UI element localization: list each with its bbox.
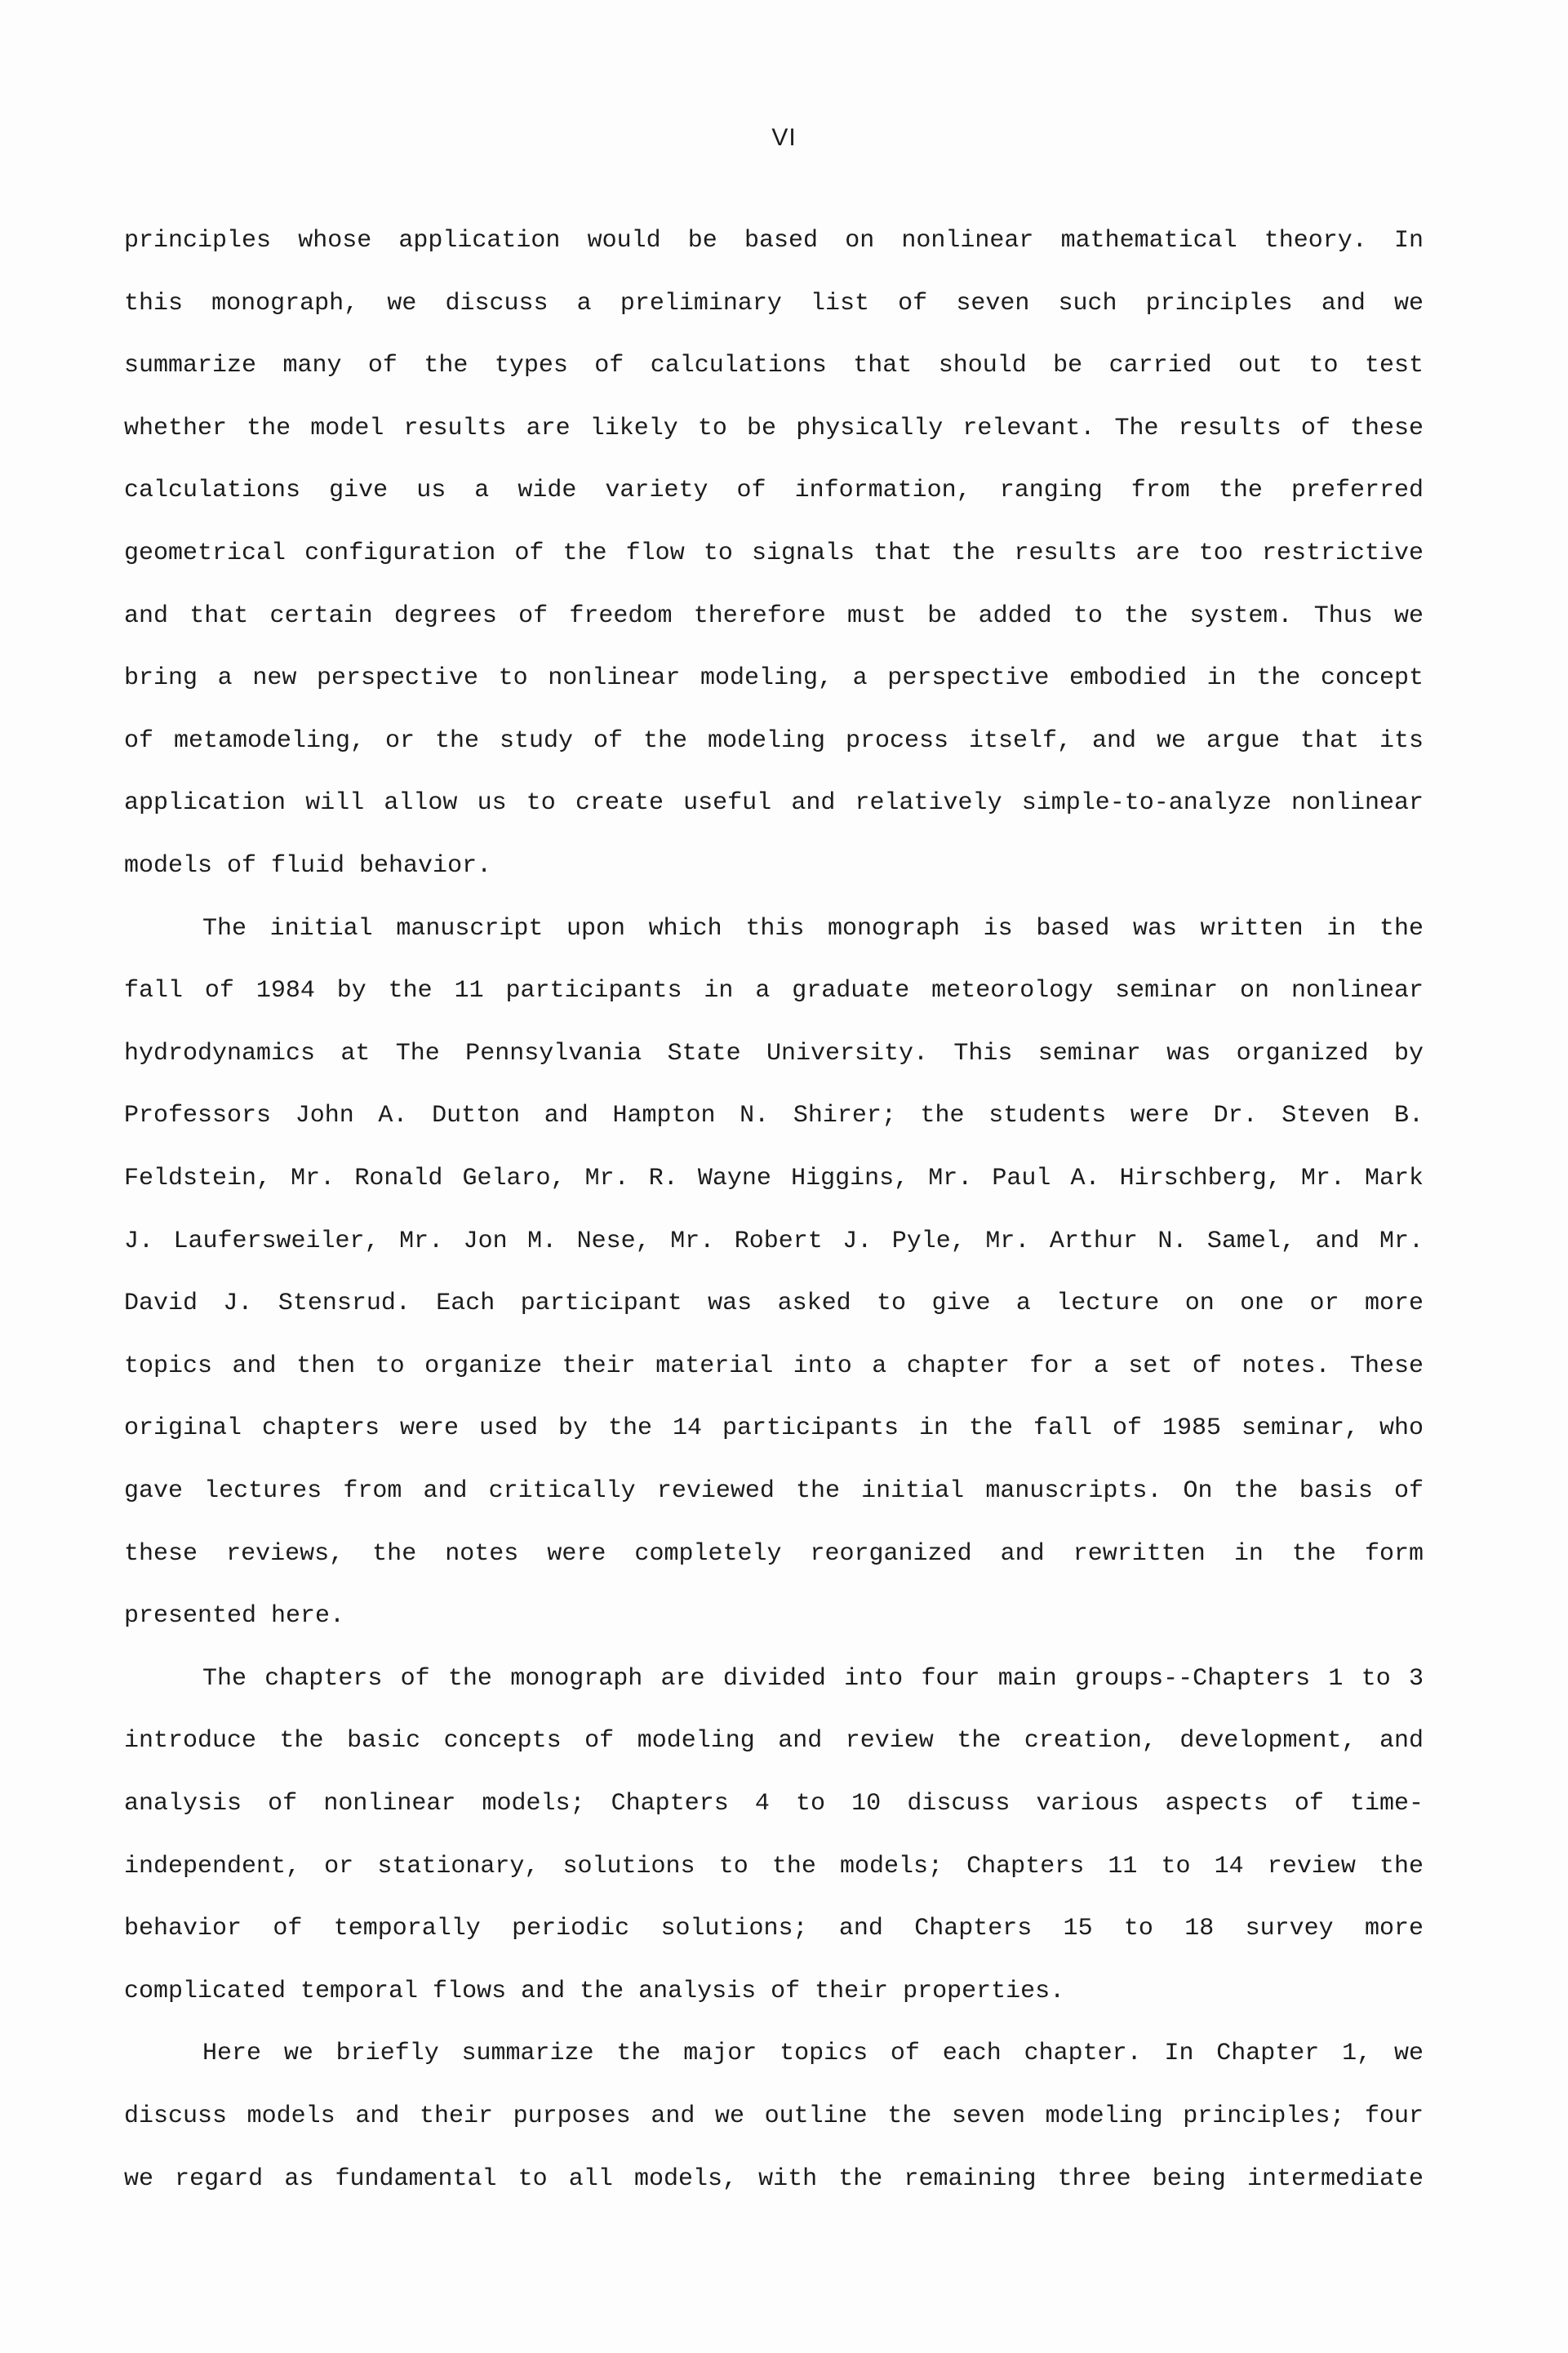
text-line: topics and then to organize their material into a chapter for a set of notes. These: [124, 1352, 1424, 1380]
page-number: VI: [771, 124, 797, 151]
text-line: of metamodeling, or the study of the modeling process itself, and we argue that its: [124, 727, 1424, 755]
text-line: this monograph, we discuss a preliminary list of seven such principles and we: [124, 290, 1424, 317]
text-line: David J. Stensrud. Each participant was asked to give a lecture on one or more: [124, 1290, 1424, 1317]
text-line: application will allow us to create useful and relatively simple-to-analyze nonlinear: [124, 789, 1424, 817]
text-line: summarize many of the types of calculations that should be carried out to test: [124, 352, 1424, 380]
text-line: Professors John A. Dutton and Hampton N. Shirer; the students were Dr. Steven B.: [124, 1102, 1424, 1130]
text-line: Feldstein, Mr. Ronald Gelaro, Mr. R. Wayne Higgins, Mr. Paul A. Hirschberg, Mr. Mark: [124, 1165, 1424, 1192]
text-line: Here we briefly summarize the major topics of each chapter. In Chapter 1, we: [202, 2040, 1424, 2067]
text-line: bring a new perspective to nonlinear modeling, a perspective embodied in the concept: [124, 664, 1424, 692]
text-line: presented here.: [124, 1602, 345, 1630]
text-line: original chapters were used by the 14 participants in the fall of 1985 seminar, who: [124, 1414, 1424, 1442]
text-line: and that certain degrees of freedom therefore must be added to the system. Thus we: [124, 602, 1424, 630]
text-line: these reviews, the notes were completely reorganized and rewritten in the form: [124, 1540, 1424, 1568]
text-line: The chapters of the monograph are divided into four main groups--Chapters 1 to 3: [202, 1665, 1424, 1693]
text-line: fall of 1984 by the 11 participants in a graduate meteorology seminar on nonlinear: [124, 977, 1424, 1005]
text-line: calculations give us a wide variety of information, ranging from the preferred: [124, 477, 1424, 504]
text-line: The initial manuscript upon which this monograph is based was written in the: [202, 915, 1424, 943]
text-line: discuss models and their purposes and we outline the seven modeling principles; four: [124, 2102, 1424, 2130]
text-line: introduce the basic concepts of modeling and review the creation, development, and: [124, 1727, 1424, 1755]
text-line: complicated temporal flows and the analysis of their properties.: [124, 1978, 1065, 2005]
text-line: independent, or stationary, solutions to the models; Chapters 11 to 14 review the: [124, 1853, 1424, 1880]
text-line: gave lectures from and critically reviewed the initial manuscripts. On the basis of: [124, 1477, 1424, 1505]
text-line: hydrodynamics at The Pennsylvania State University. This seminar was organized by: [124, 1040, 1424, 1068]
text-line: whether the model results are likely to be physically relevant. The results of these: [124, 415, 1424, 442]
text-line: J. Laufersweiler, Mr. Jon M. Nese, Mr. Robert J. Pyle, Mr. Arthur N. Samel, and Mr.: [124, 1228, 1424, 1255]
text-line: principles whose application would be based on nonlinear mathematical theory. In: [124, 227, 1424, 255]
text-line: analysis of nonlinear models; Chapters 4 to 10 discuss various aspects of time-: [124, 1790, 1424, 1818]
text-line: models of fluid behavior.: [124, 852, 492, 880]
text-line: we regard as fundamental to all models, with the remaining three being intermediate: [124, 2165, 1424, 2193]
text-line: geometrical configuration of the flow to signals that the results are too restrictive: [124, 539, 1424, 567]
text-line: behavior of temporally periodic solutions; and Chapters 15 to 18 survey more: [124, 1915, 1424, 1942]
